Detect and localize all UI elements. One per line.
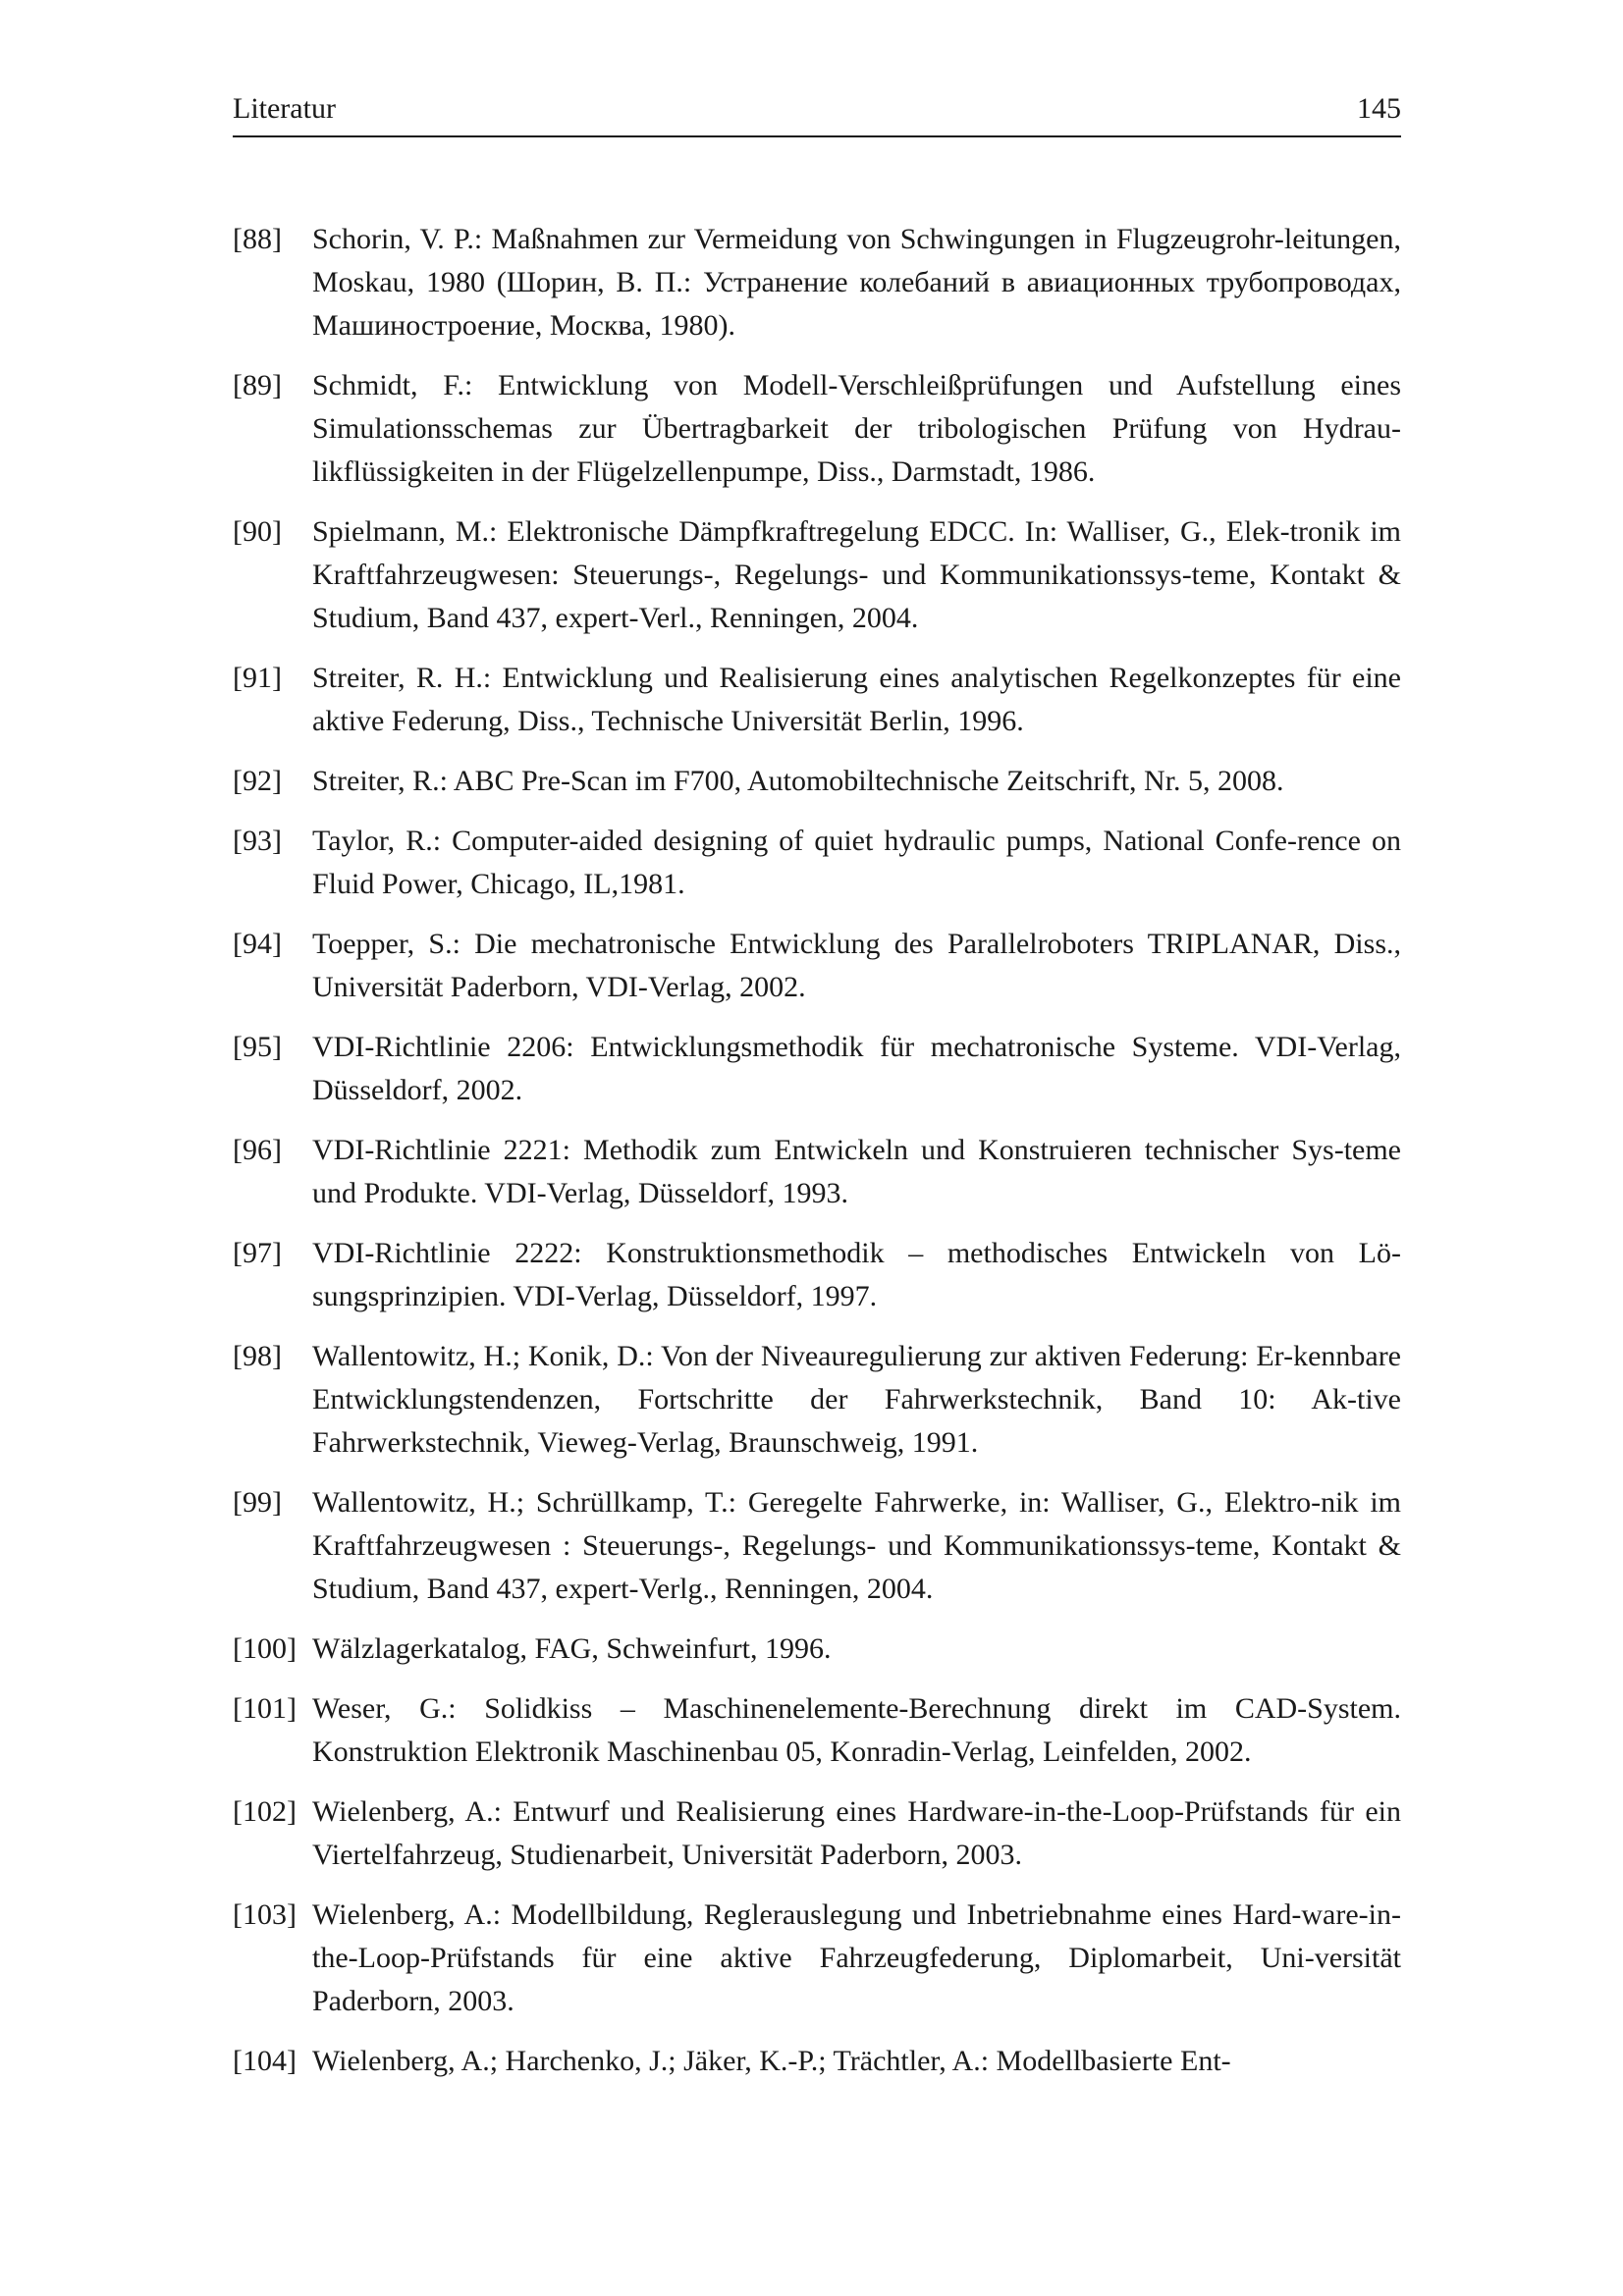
reference-entry: [233, 364, 1401, 494]
reference-text: Streiter, R. H.: Entwicklung und Realisierung eines analytischen Regelkonzeptes für eine aktive Federung, Diss., Technische Universität Berlin, 1996.: [312, 662, 1401, 737]
reference-number: [95]: [233, 1031, 282, 1063]
reference-text: Wallentowitz, H.; Konik, D.: Von der Niveauregulierung zur aktiven Federung: Er-kennbare Entwicklungstendenzen, Fortschritte der Fahrwerkstechnik, Band 10: Ak-tive Fahrwerkstechnik, Vieweg-Verlag, Braunschweig, 1991.: [312, 1340, 1401, 1459]
reference-number: [97]: [233, 1237, 282, 1269]
reference-text: Schmidt, F.: Entwicklung von Modell-Verschleißprüfungen und Aufstellung eines Simulationsschemas zur Übertragbarkeit der tribologischen Prüfung von Hydrau-likflüssigkeiten in der Flügelzellenpumpe, Diss., Darmstadt, 1986.: [312, 369, 1401, 488]
reference-entry: [233, 1687, 1401, 1774]
reference-list: [233, 218, 1401, 2100]
reference-text: VDI-Richtlinie 2206: Entwicklungsmethodik für mechatronische Systeme. VDI-Verlag, Düsseldorf, 2002.: [312, 1031, 1401, 1106]
reference-entry: [233, 1232, 1401, 1318]
reference-entry: [233, 218, 1401, 347]
reference-entry: [233, 1628, 1401, 1671]
reference-number: [90]: [233, 515, 282, 548]
reference-entry: [233, 1481, 1401, 1611]
reference-number: [104]: [233, 2045, 297, 2077]
reference-text: Toepper, S.: Die mechatronische Entwicklung des Parallelroboters TRIPLANAR, Diss., Universität Paderborn, VDI-Verlag, 2002.: [312, 928, 1401, 1003]
document-page: [233, 0, 1401, 2296]
reference-text: Wallentowitz, H.; Schrüllkamp, T.: Geregelte Fahrwerke, in: Walliser, G., Elektro-nik im Kraftfahrzeugwesen : Steuerungs-, Regelungs- und Kommunikationssys-teme, Kontakt & Studium, Band 437, expert-Verlg., Renningen, 2004.: [312, 1486, 1401, 1605]
reference-entry: [233, 923, 1401, 1009]
reference-number: [101]: [233, 1692, 297, 1725]
reference-entry: [233, 1129, 1401, 1215]
reference-number: [96]: [233, 1134, 282, 1166]
reference-number: [94]: [233, 928, 282, 960]
reference-number: [93]: [233, 825, 282, 857]
reference-entry: [233, 1790, 1401, 1877]
reference-text: Spielmann, M.: Elektronische Dämpfkraftregelung EDCC. In: Walliser, G., Elek-tronik im Kraftfahrzeugwesen: Steuerungs-, Regelungs- und Kommunikationssys-teme, Kontakt & Studium, Band 437, expert-Verl., Renningen, 2004.: [312, 515, 1401, 634]
reference-text: Wielenberg, A.; Harchenko, J.; Jäker, K.-P.; Trächtler, A.: Modellbasierte Ent-: [312, 2045, 1231, 2077]
page-number: 145: [1357, 92, 1401, 125]
section-title: Literatur: [233, 92, 336, 125]
reference-entry: [233, 760, 1401, 803]
reference-text: Wielenberg, A.: Modellbildung, Reglerauslegung und Inbetriebnahme eines Hard-ware-in-the-Loop-Prüfstands für eine aktive Fahrzeugfederung, Diplomarbeit, Uni-versität Paderborn, 2003.: [312, 1898, 1401, 2017]
reference-number: [98]: [233, 1340, 282, 1372]
reference-text: Schorin, V. P.: Maßnahmen zur Vermeidung von Schwingungen in Flugzeugrohr-leitungen, Moskau, 1980 (Шорин, В. П.: Устранение колебаний в авиационных трубопроводах, Машиностроение, Москва, 1980).: [312, 223, 1401, 342]
reference-number: [102]: [233, 1795, 297, 1828]
reference-entry: [233, 820, 1401, 906]
reference-text: Wielenberg, A.: Entwurf und Realisierung eines Hardware-in-the-Loop-Prüfstands für ein Viertelfahrzeug, Studienarbeit, Universität Paderborn, 2003.: [312, 1795, 1401, 1871]
reference-entry: [233, 1335, 1401, 1465]
reference-number: [88]: [233, 223, 282, 255]
reference-text: Taylor, R.: Computer-aided designing of quiet hydraulic pumps, National Confe-rence on Fluid Power, Chicago, IL,1981.: [312, 825, 1401, 900]
reference-text: VDI-Richtlinie 2222: Konstruktionsmethodik – methodisches Entwickeln von Lö-sungsprinzipien. VDI-Verlag, Düsseldorf, 1997.: [312, 1237, 1401, 1312]
running-header: [233, 92, 1401, 137]
reference-entry: [233, 510, 1401, 640]
reference-text: VDI-Richtlinie 2221: Methodik zum Entwickeln und Konstruieren technischer Sys-teme und Produkte. VDI-Verlag, Düsseldorf, 1993.: [312, 1134, 1401, 1209]
reference-number: [103]: [233, 1898, 297, 1931]
reference-entry: [233, 1026, 1401, 1112]
reference-number: [100]: [233, 1632, 297, 1665]
reference-number: [99]: [233, 1486, 282, 1519]
reference-entry: [233, 1894, 1401, 2023]
reference-number: [92]: [233, 765, 282, 797]
reference-number: [89]: [233, 369, 282, 401]
reference-text: Wälzlagerkatalog, FAG, Schweinfurt, 1996.: [312, 1632, 832, 1665]
reference-text: Weser, G.: Solidkiss – Maschinenelemente-Berechnung direkt im CAD-System. Konstruktion Elektronik Maschinenbau 05, Konradin-Verlag, Leinfelden, 2002.: [312, 1692, 1401, 1768]
reference-text: Streiter, R.: ABC Pre-Scan im F700, Automobiltechnische Zeitschrift, Nr. 5, 2008.: [312, 765, 1284, 797]
reference-number: [91]: [233, 662, 282, 694]
reference-entry: [233, 657, 1401, 743]
reference-entry: [233, 2040, 1401, 2083]
